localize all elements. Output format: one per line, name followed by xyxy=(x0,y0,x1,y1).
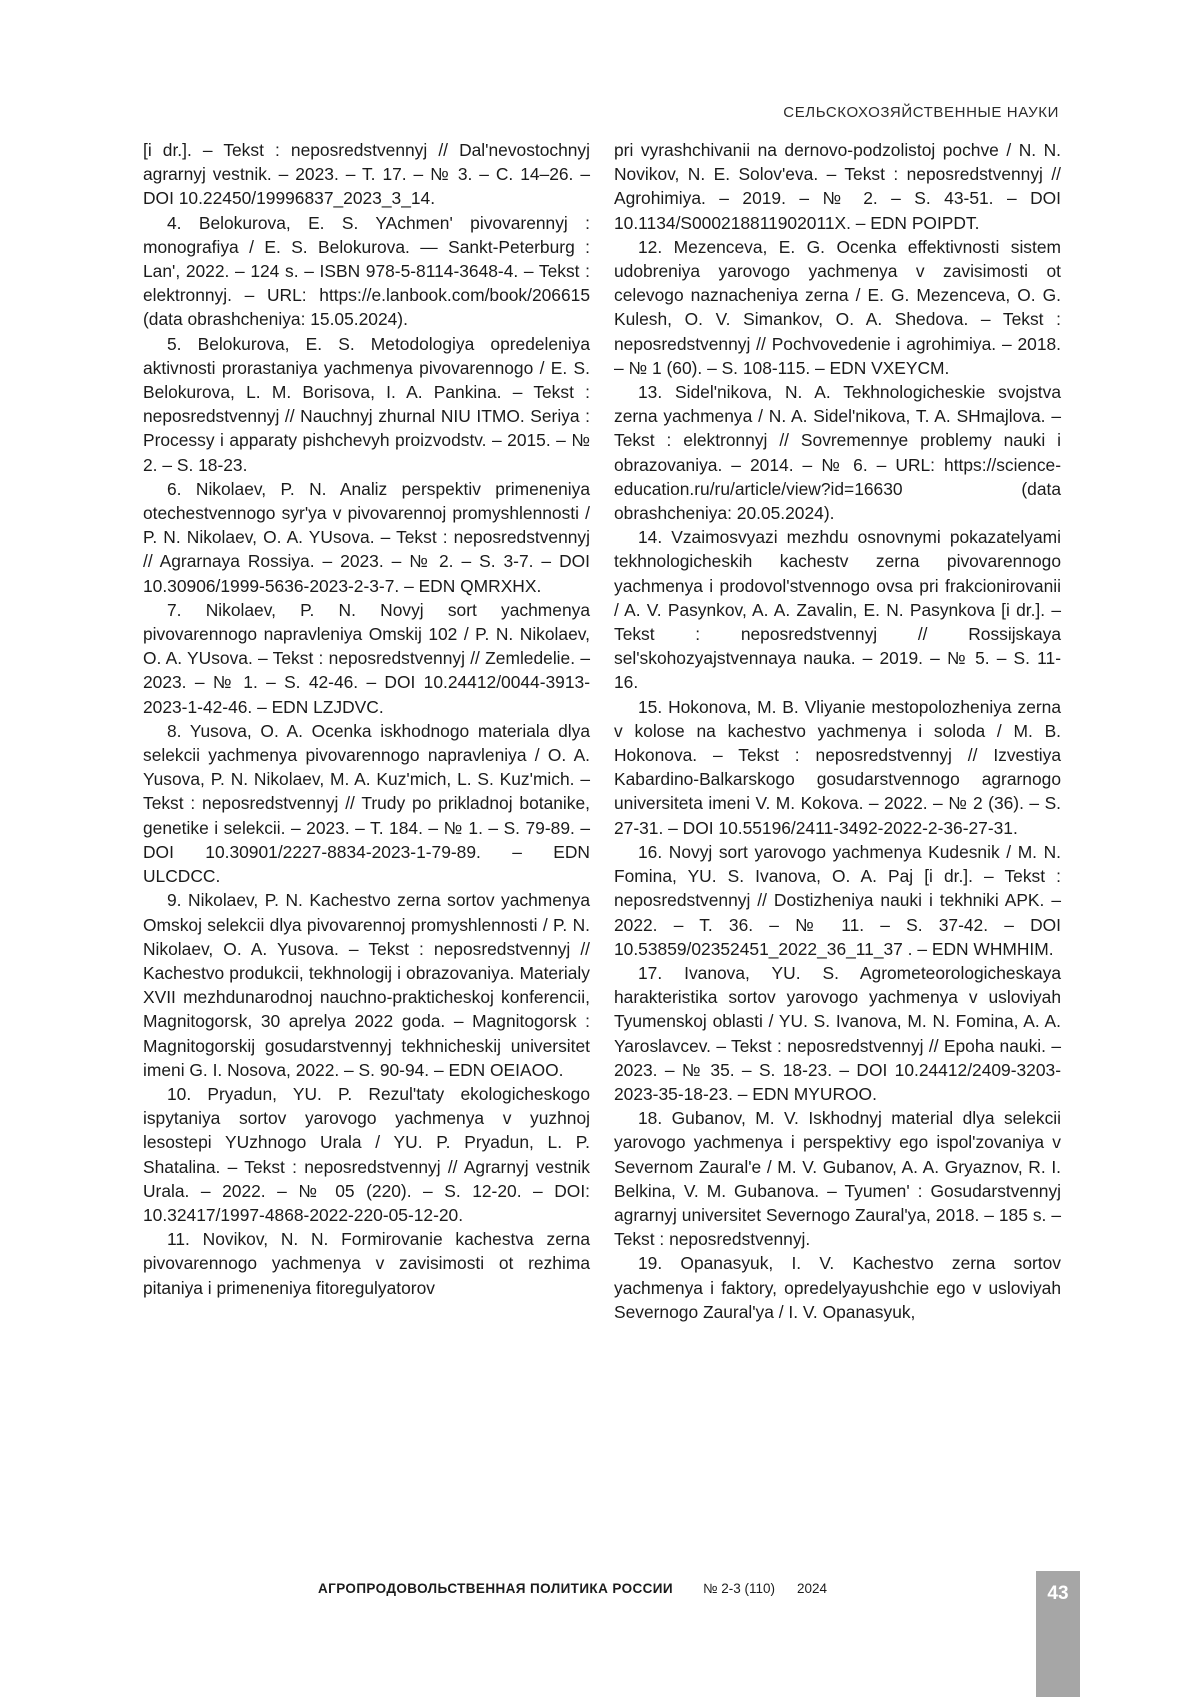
reference-item: 15. Hokonova, M. B. Vliyanie mestopolozheniya zerna v kolose na kachestvo yachmenya i soloda / M. B. Hokonova. – Tekst : neposredstvennyj // Izvestiya Kabardino-Balkarskogo gosudarstvennogo agrarnogo universiteta imeni V. M. Kokova. – 2022. – № 2 (36). – S. 27-31. – DOI 10.55196/2411-3492-2022-2-36-27-31. xyxy=(614,696,1061,838)
page-footer xyxy=(318,1581,827,1596)
issue-number: № 2-3 (110) xyxy=(703,1581,776,1596)
reference-item: 4. Belokurova, E. S. YAchmen' pivovarennyj : monografiya / E. S. Belokurova. — Sankt-Peterburg : Lan', 2022. – 124 s. – ISBN 978-5-8114-3648-4. – Tekst : elektronnyj. – URL: https://e.lanbook.com/book/206615 (data obrashcheniya: 15.05.2024). xyxy=(143,212,590,330)
reference-item: 7. Nikolaev, P. N. Novyj sort yachmenya pivovarennogo napravleniya Omskij 102 / P. N. Nikolaev, O. A. YUsova. – Tekst : neposredstvennyj // Zemledelie. – 2023. – № 1. – S. 42-46. – DOI 10.24412/0044-3913-2023-1-42-46. – EDN LZJDVC. xyxy=(143,599,590,717)
reference-item: 8. Yusova, O. A. Ocenka iskhodnogo materiala dlya selekcii yachmenya pivovarennogo napravleniya / O. A. Yusova, P. N. Nikolaev, M. A. Kuz'mich, L. S. Kuz'mich. – Tekst : neposredstvennyj // Trudy po prikladnoj botanike, genetike i selekcii. – 2023. – T. 184. – № 1. – S. 79-89. – DOI 10.30901/2227-8834-2023-1-79-89. – EDN ULCDCC. xyxy=(143,720,590,887)
reference-continuation: [i dr.]. – Tekst : neposredstvennyj // Dal'nevostochnyj agrarnyj vestnik. – 2023. – T. 17. – № 3. – С. 14–26. – DOI 10.22450/19996837_2023_3_14. xyxy=(143,140,590,209)
journal-title: АГРОПРОДОВОЛЬСТВЕННАЯ ПОЛИТИКА РОССИИ xyxy=(318,1581,673,1596)
running-header: СЕЛЬСКОХОЗЯЙСТВЕННЫЕ НАУКИ xyxy=(783,104,1059,121)
reference-item: 9. Nikolaev, P. N. Kachestvo zerna sortov yachmenya Omskoj selekcii dlya pivovarennoj promyshlennosti / P. N. Nikolaev, O. A. Yusova. – Tekst : neposredstvennyj // Kachestvo produkcii, tekhnologij i obrazovaniya. Materialy XVII mezhdunarodnoj nauchno-prakticheskoj konferencii, Magnitogorsk, 30 aprelya 2022 goda. – Magnitogorsk : Magnitogorskij gosudarstvennyj tekhnicheskij universitet imeni G. I. Nosova, 2022. – S. 90-94. – EDN OEIAOO. xyxy=(143,890,590,1080)
reference-item: 13. Sidel'nikova, N. A. Tekhnologicheskie svojstva zerna yachmenya / N. A. Sidel'nikova, T. A. SHmajlova. – Tekst : elektronnyj // Sovremennye problemy nauki i obrazovaniya. – 2014. – № 6. – URL: https://science-education.ru/ru/article/view?id=16630 (data obrashcheniya: 20.05.2024). xyxy=(614,382,1061,524)
reference-item: 18. Gubanov, M. V. Iskhodnyj material dlya selekcii yarovogo yachmenya i perspektivy ego ispol'zovaniya v Severnom Zaural'e / M. V. Gubanov, A. A. Gryaznov, R. I. Belkina, V. M. Gubanova. – Tyumen' : Gosudarstvennyj agrarnyj universitet Severnogo Zaural'ya, 2018. – 185 s. – Tekst : neposredstvennyj. xyxy=(614,1108,1061,1250)
issue-year: 2024 xyxy=(797,1581,828,1596)
reference-continuation: pri vyrashchivanii na dernovo-podzolistoj pochve / N. N. Novikov, N. E. Solov'eva. – Tekst : neposredstvennyj // Agrohimiya. – 2019. – № 2. – S. 43-51. – DOI 10.1134/S000218811902011X. – EDN POIPDT. xyxy=(614,140,1061,233)
reference-item: 11. Novikov, N. N. Formirovanie kachestva zerna pivovarennogo yachmenya v zavisimosti ot rezhima pitaniya i primeneniya fitoregulyatorov xyxy=(143,1229,590,1298)
reference-item: 12. Mezenceva, E. G. Ocenka effektivnosti sistem udobreniya yarovogo yachmenya v zavisimosti ot celevogo naznacheniya zerna / E. G. Mezenceva, O. G. Kulesh, O. V. Simankov, O. A. Shedova. – Tekst : neposredstvennyj // Pochvovedenie i agrohimiya. – 2018. – № 1 (60). – S. 108-115. – EDN VXEYCM. xyxy=(614,236,1061,378)
reference-item: 10. Pryadun, YU. P. Rezul'taty ekologicheskogo ispytaniya sortov yarovogo yachmenya v yuzhnoj lesostepi YUzhnogo Urala / YU. P. Pryadun, L. P. Shatalina. – Tekst : neposredstvennyj // Agrarnyj vestnik Urala. – 2022. – № 05 (220). – S. 12-20. – DOI: 10.32417/1997-4868-2022-220-05-12-20. xyxy=(143,1083,590,1225)
references-left-column xyxy=(143,138,590,1300)
reference-item: 19. Opanasyuk, I. V. Kachestvo zerna sortov yachmenya i faktory, opredelyayushchie ego v usloviyah Severnogo Zaural'ya / I. V. Opanasyuk, xyxy=(614,1253,1061,1322)
reference-item: 5. Belokurova, E. S. Metodologiya opredeleniya aktivnosti prorastaniya yachmenya pivovarennogo / E. S. Belokurova, L. M. Borisova, I. A. Pankina. – Tekst : neposredstvennyj // Nauchnyj zhurnal NIU ITMO. Seriya : Processy i apparaty pishchevyh proizvodstv. – 2015. – № 2. – S. 18-23. xyxy=(143,333,590,475)
page-number: 43 xyxy=(1047,1583,1069,1604)
references-right-column xyxy=(614,138,1061,1324)
page-number-tab xyxy=(1036,1571,1080,1697)
reference-item: 17. Ivanova, YU. S. Agrometeorologicheskaya harakteristika sortov yarovogo yachmenya v usloviyah Tyumenskoj oblasti / YU. S. Ivanova, M. N. Fomina, A. A. Yaroslavcev. – Tekst : neposredstvennyj // Epoha nauki. – 2023. – № 35. – S. 18-23. – DOI 10.24412/2409-3203-2023-35-18-23. – EDN MYUROO. xyxy=(614,962,1061,1104)
reference-item: 14. Vzaimosvyazi mezhdu osnovnymi pokazatelyami tekhnologicheskih kachestv zerna pivovarennogo yachmenya i prodovol'stvennogo ovsa pri frakcionirovanii / A. V. Pasynkov, A. A. Zavalin, E. N. Pasynkova [i dr.]. – Tekst : neposredstvennyj // Rossijskaya sel'skohozyajstvennaya nauka. – 2019. – № 5. – S. 11-16. xyxy=(614,527,1061,693)
reference-item: 16. Novyj sort yarovogo yachmenya Kudesnik / M. N. Fomina, YU. S. Ivanova, O. A. Paj [i dr.]. – Tekst : neposredstvennyj // Dostizheniya nauki i tekhniki APK. – 2022. – T. 36. – № 11. – S. 37-42. – DOI 10.53859/02352451_2022_36_11_37 . – EDN WHMHIM. xyxy=(614,841,1061,959)
reference-item: 6. Nikolaev, P. N. Analiz perspektiv primeneniya otechestvennogo syr'ya v pivovarennoj promyshlennosti / P. N. Nikolaev, O. A. YUsova. – Tekst : neposredstvennyj // Agrarnaya Rossiya. – 2023. – № 2. – S. 3-7. – DOI 10.30906/1999-5636-2023-2-3-7. – EDN QMRXHX. xyxy=(143,478,590,596)
